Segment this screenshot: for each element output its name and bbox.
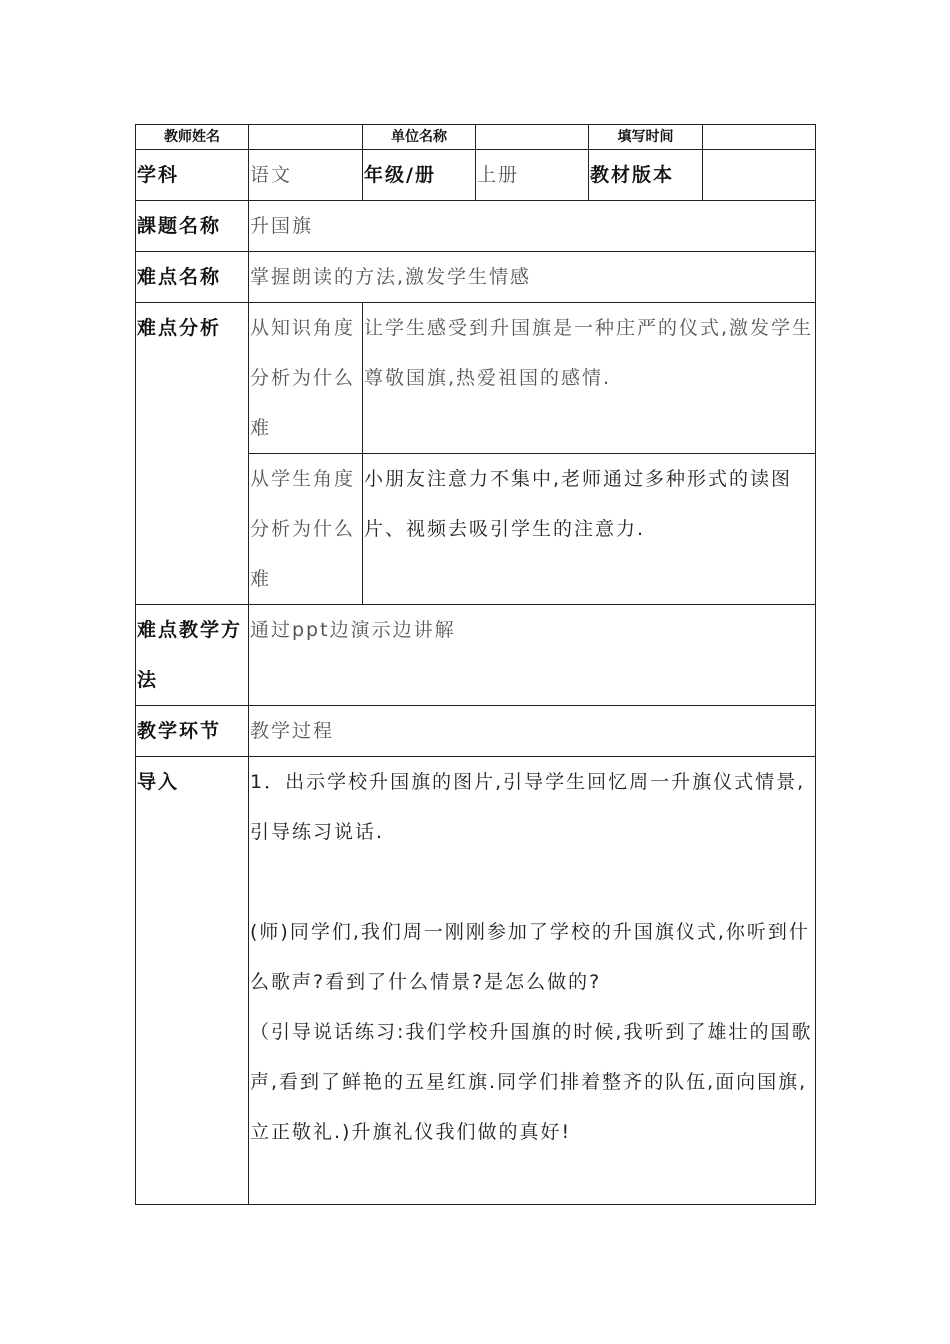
edition-label: 教材版本 bbox=[589, 150, 703, 201]
intro-paragraph-3: （引导说话练习:我们学校升国旗的时候,我听到了雄壮的国歌声,看到了鲜艳的五星红旗.同学们排着整齐的队伍,面向国旗,立正敬礼.)升旗礼仪我们做的真好! bbox=[250, 1021, 813, 1143]
date-value bbox=[703, 125, 816, 150]
knowledge-angle-label: 从知识角度分析为什么难 bbox=[249, 303, 363, 454]
date-label: 填写时间 bbox=[589, 125, 703, 150]
grade-label: 年级/册 bbox=[363, 150, 476, 201]
unit-label: 单位名称 bbox=[363, 125, 476, 150]
teacher-label: 教师姓名 bbox=[136, 125, 249, 150]
difficulty-label: 难点名称 bbox=[136, 252, 249, 303]
intro-row bbox=[136, 757, 816, 1205]
edition-value bbox=[703, 150, 816, 201]
difficulty-row bbox=[136, 252, 816, 303]
process-header-row bbox=[136, 706, 816, 757]
method-value: 通过ppt边演示边讲解 bbox=[249, 605, 816, 706]
process-stage-label: 教学环节 bbox=[136, 706, 249, 757]
analysis-knowledge-row bbox=[136, 303, 816, 454]
intro-paragraph-1: 1．出示学校升国旗的图片,引导学生回忆周一升旗仪式情景,引导练习说话. bbox=[250, 771, 806, 843]
student-angle-text: 小朋友注意力不集中,老师通过多种形式的读图片、视频去吸引学生的注意力. bbox=[363, 454, 816, 605]
subject-label: 学科 bbox=[136, 150, 249, 201]
student-angle-label: 从学生角度分析为什么难 bbox=[249, 454, 363, 605]
header-row bbox=[136, 125, 816, 150]
subject-row bbox=[136, 150, 816, 201]
analysis-label: 难点分析 bbox=[136, 303, 249, 605]
knowledge-angle-text: 让学生感受到升国旗是一种庄严的仪式,激发学生尊敬国旗,热爱祖国的感情. bbox=[363, 303, 816, 454]
topic-value: 升国旗 bbox=[249, 201, 816, 252]
intro-paragraph-2: (师)同学们,我们周一刚刚参加了学校的升国旗仪式,你听到什么歌声?看到了什么情景?是怎么做的? bbox=[250, 921, 810, 993]
method-row bbox=[136, 605, 816, 706]
subject-value: 语文 bbox=[249, 150, 363, 201]
topic-label: 課题名称 bbox=[136, 201, 249, 252]
intro-label: 导入 bbox=[136, 757, 249, 1205]
method-label: 难点教学方法 bbox=[136, 605, 249, 706]
unit-value bbox=[476, 125, 589, 150]
grade-value: 上册 bbox=[476, 150, 589, 201]
process-value-label: 教学过程 bbox=[249, 706, 816, 757]
difficulty-value: 掌握朗读的方法,激发学生情感 bbox=[249, 252, 816, 303]
teacher-value bbox=[249, 125, 363, 150]
topic-row bbox=[136, 201, 816, 252]
intro-content bbox=[249, 757, 816, 1205]
lesson-plan-table bbox=[135, 124, 816, 1205]
